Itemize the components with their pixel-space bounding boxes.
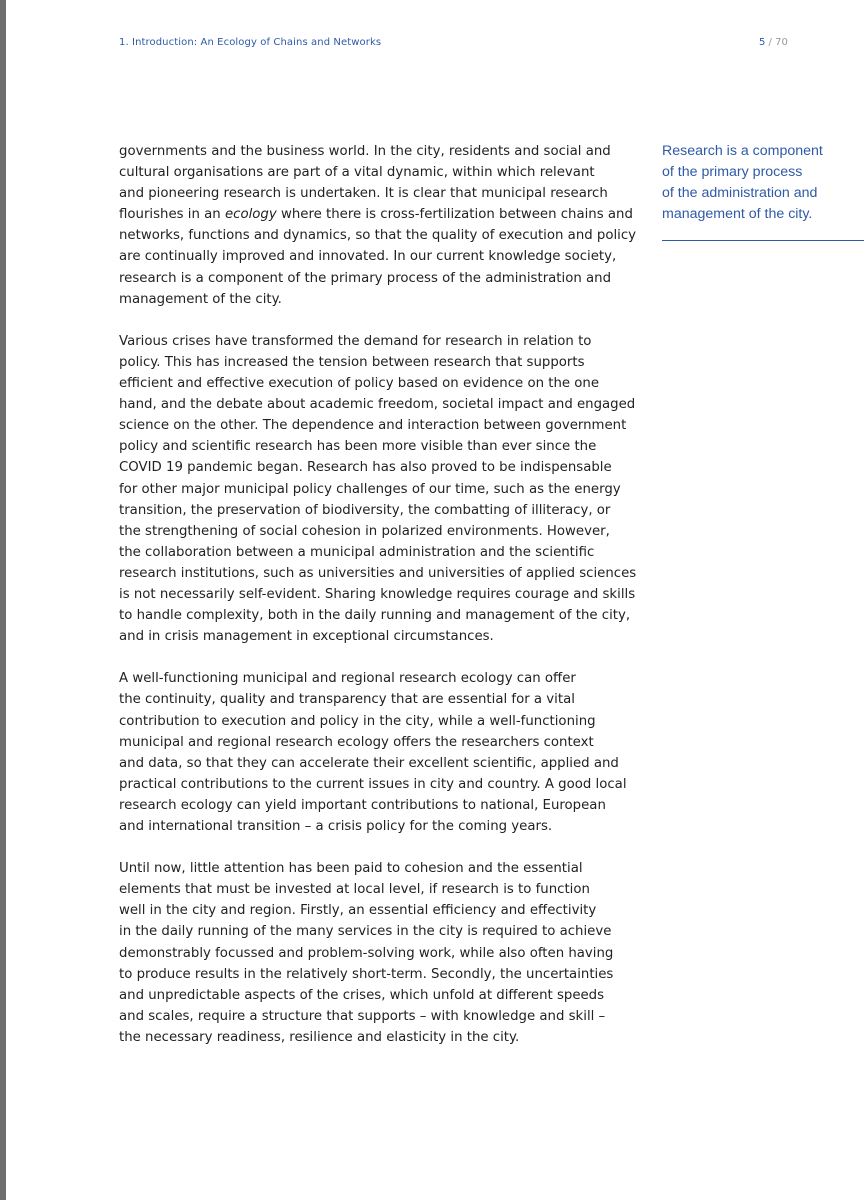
text-run: flourishes in an <box>119 207 225 223</box>
text-line <box>119 204 644 225</box>
text-line: elements that must be invested at local level, if research is to function <box>119 882 590 898</box>
text-line: the collaboration between a municipal administration and the scientific <box>119 544 595 560</box>
text-line: management of the city. <box>119 291 282 307</box>
pull-quote-divider <box>662 240 864 241</box>
text-line: and scales, require a structure that supports – with knowledge and skill – <box>119 1008 606 1024</box>
text-line: science on the other. The dependence and interaction between government <box>119 418 627 434</box>
text-line: the continuity, quality and transparency that are essential for a vital <box>119 692 575 708</box>
text-line: in the daily running of the many services in the city is required to achieve <box>119 924 612 940</box>
text-line: demonstrably focussed and problem-solving work, while also often having <box>119 945 614 961</box>
text-line: and unpredictable aspects of the crises, which unfold at different speeds <box>119 987 605 1003</box>
emphasis-ecology: ecology <box>224 207 277 223</box>
text-run: where there is cross-fertilization between chains and <box>276 207 633 223</box>
text-line: research ecology can yield important contributions to national, European <box>119 797 606 813</box>
text-line: networks, functions and dynamics, so that the quality of execution and policy <box>119 228 637 244</box>
text-line: practical contributions to the current issues in city and country. A good local <box>119 776 627 792</box>
text-line: well in the city and region. Firstly, an essential efficiency and effectivity <box>119 903 597 919</box>
text-line: A well-functioning municipal and regional research ecology can offer <box>119 671 576 687</box>
text-line: policy. This has increased the tension between research that supports <box>119 354 585 370</box>
sidebar-pull-quote <box>662 141 862 225</box>
chapter-title: 1. Introduction: An Ecology of Chains and Networks <box>119 37 382 48</box>
pull-quote-line: of the administration and <box>662 185 818 202</box>
text-line: governments and the business world. In the city, residents and social and <box>119 144 611 159</box>
text-line: transition, the preservation of biodiversity, the combatting of illiteracy, or <box>119 502 611 518</box>
text-line: policy and scientific research has been more visible than ever since the <box>119 439 597 455</box>
text-line: and in crisis management in exceptional circumstances. <box>119 629 494 645</box>
text-line: efficient and effective execution of policy based on evidence on the one <box>119 376 600 392</box>
text-line: and pioneering research is undertaken. It is clear that municipal research <box>119 186 608 202</box>
text-line: and international transition – a crisis policy for the coming years. <box>119 819 553 834</box>
text-line: hand, and the debate about academic freedom, societal impact and engaged <box>119 397 636 413</box>
text-line: COVID 19 pandemic began. Research has also proved to be indispensable <box>119 460 612 476</box>
text-line: to handle complexity, both in the daily running and management of the city, <box>119 608 631 624</box>
paragraph-2 <box>119 331 644 647</box>
page-number-current: 5 <box>759 37 766 48</box>
paragraph-4 <box>119 858 644 1048</box>
text-line: is not necessarily self-evident. Sharing knowledge requires courage and skills <box>119 586 636 602</box>
text-line: the strengthening of social cohesion in polarized environments. However, <box>119 523 610 539</box>
text-line: research is a component of the primary process of the administration and <box>119 270 612 286</box>
page-left-edge <box>0 0 6 1200</box>
text-line: to produce results in the relatively short-term. Secondly, the uncertainties <box>119 966 614 982</box>
pull-quote-line: Research is a component <box>662 143 823 159</box>
text-line: research institutions, such as universities and universities of applied sciences <box>119 565 637 581</box>
text-line: municipal and regional research ecology offers the researchers context <box>119 734 594 750</box>
body-text <box>119 141 644 1069</box>
text-line: Until now, little attention has been paid to cohesion and the essential <box>119 861 583 877</box>
pull-quote-line: of the primary process <box>662 164 803 181</box>
text-line: cultural organisations are part of a vital dynamic, within which relevant <box>119 165 595 181</box>
text-line: the necessary readiness, resilience and elasticity in the city. <box>119 1029 520 1045</box>
paragraph-3 <box>119 668 644 837</box>
text-line: Various crises have transformed the demand for research in relation to <box>119 333 592 349</box>
page-number-separator: / <box>765 37 776 48</box>
text-line: contribution to execution and policy in the city, while a well-functioning <box>119 713 596 729</box>
text-line: for other major municipal policy challenges of our time, such as the energy <box>119 481 621 497</box>
paragraph-1 <box>119 141 644 310</box>
page-number-total: 70 <box>775 37 788 48</box>
page-header <box>119 37 804 53</box>
text-line: and data, so that they can accelerate their excellent scientific, applied and <box>119 755 619 771</box>
pull-quote-line: management of the city. <box>662 206 813 223</box>
page-number <box>759 37 788 48</box>
text-line: are continually improved and innovated. In our current knowledge society, <box>119 249 617 265</box>
